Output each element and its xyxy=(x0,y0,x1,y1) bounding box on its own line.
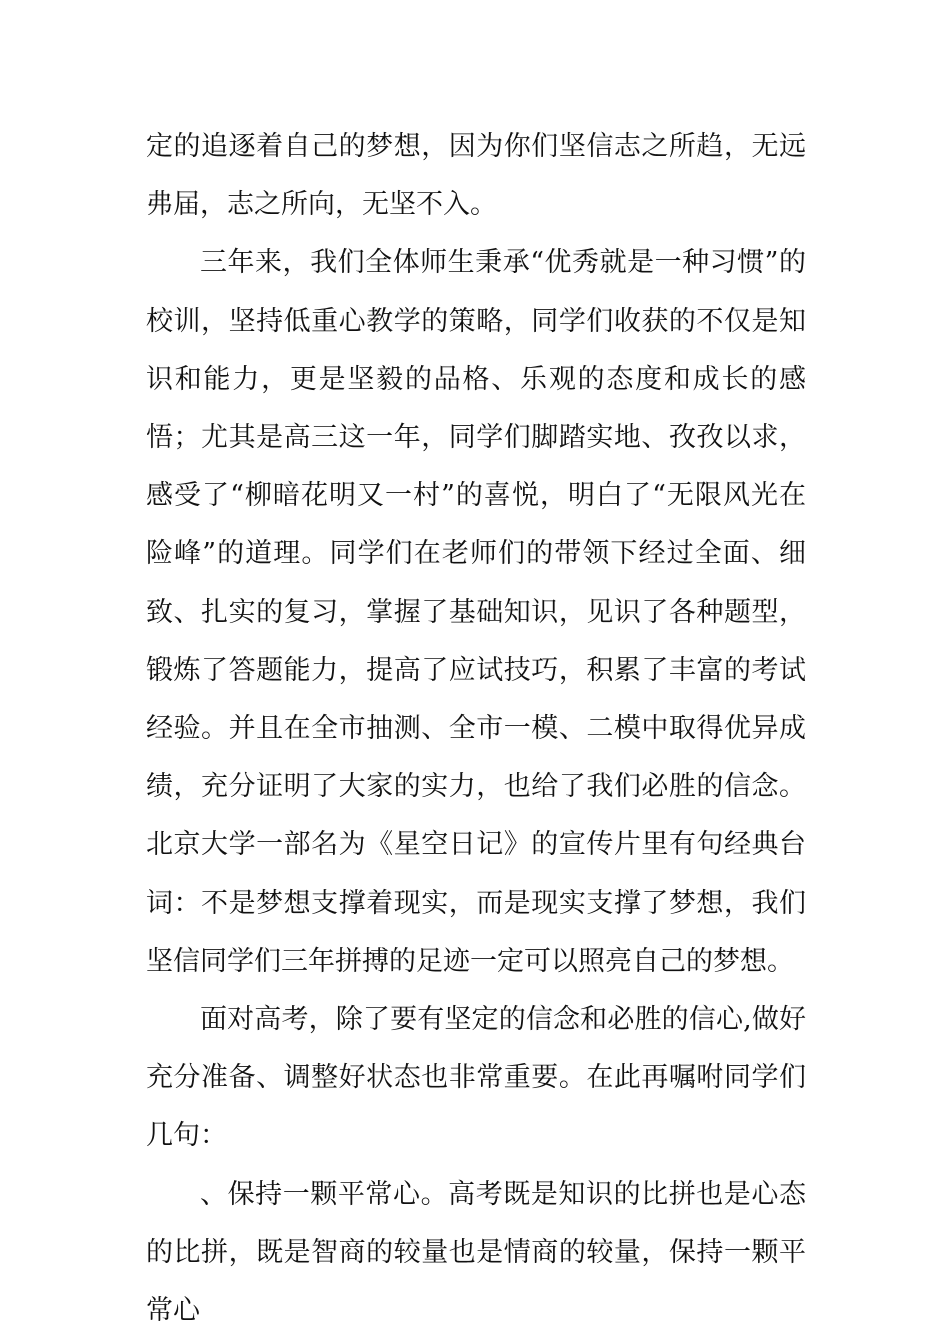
paragraph-three-years: 三年来，我们全体师生秉承“优秀就是一种习惯”的校训，坚持低重心教学的策略，同学们收获的不仅是知识和能力，更是坚毅的品格、乐观的态度和成长的感悟；尤其是高三这一年，同学们脚踏实地、孜孜以求，感受了“柳暗花明又一村”的喜悦，明白了“无限风光在险峰”的道理。同学们在老师们的带领下经过全面、细致、扎实的复习，掌握了基础知识，见识了各种题型，锻炼了答题能力，提高了应试技巧，积累了丰富的考试经验。并且在全市抽测、全市一模、二模中取得优异成绩，充分证明了大家的实力，也给了我们必胜的信念。北京大学一部名为《星空日记》的宣传片里有句经典台词：不是梦想支撑着现实，而是现实支撑了梦想，我们坚信同学们三年拼搏的足迹一定可以照亮自己的梦想。 xyxy=(146,247,806,977)
paragraph-continued: 定的追逐着自己的梦想，因为你们坚信志之所趋，无远弗届，志之所向，无坚不入。 xyxy=(146,131,806,221)
paragraph-calm-mind: 、保持一颗平常心。高考既是知识的比拼也是心态的比拼，既是智商的较量也是情商的较量，保持一颗平常心 xyxy=(146,1178,806,1327)
paragraph-facing-exam: 面对高考，除了要有坚定的信念和必胜的信心,做好充分准备、调整好状态也非常重要。在此再嘱咐同学们几句： xyxy=(146,1004,806,1152)
body-text xyxy=(146,118,806,1340)
